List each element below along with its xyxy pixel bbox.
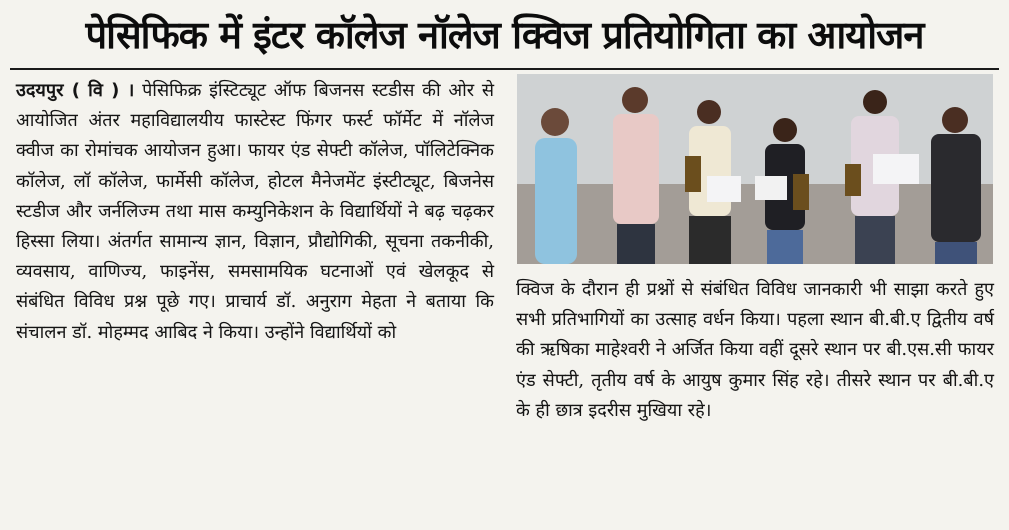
article-right-column <box>516 275 994 426</box>
left-body-text: पेसिफिक्र इंस्टिट्यूट ऑफ बिजनस स्टडीस की ओर से आयोजित अंतर महाविद्यालयीय फास्टेस्ट फिंगर फर्स्ट फॉर्मेट में नॉलेज क्वीज का रोमांचक आयोजन हुआ। फायर एंड सेफ्टी कॉलेज, पॉलिटेक्निक कॉलेज, लॉ कॉलेज, फार्मेसी कॉलेज, होटल मैनेजमेंट इंस्टीट्यूट, बिजनेस स्टडीज और जर्नलिज्म तथा मास कम्युनिकेशन के विद्यार्थियों ने बढ़ चढ़कर हिस्सा लिया। अंतर्गत सामान्य ज्ञान, विज्ञान, प्रौद्योगिकी, सूचना तकनीकी, व्यवसाय, वाणिज्य, फाइनेंस, समसामयिक घटनाओं एवं खेलकूद से संबंधित विविध प्रश्न पूछे गए। प्राचार्य डॉ. अनुराग मेहता ने बताया कि संचालन डॉ. मोहम्मद आबिद ने किया। उन्होंने विद्यार्थियों को <box>16 80 494 343</box>
article-left-column <box>16 76 494 348</box>
left-paragraph <box>16 76 494 348</box>
dateline: उदयपुर ( वि ) । <box>16 80 135 101</box>
headline-rule <box>10 68 999 70</box>
article-photo <box>517 74 993 264</box>
page-bottom-edge <box>0 516 1009 530</box>
group-photo-icon <box>517 74 993 264</box>
right-body-text: क्विज के दौरान ही प्रश्नों से संबंधित विविध जानकारी भी साझा करते हुए सभी प्रतिभागियों का उत्साह वर्धन किया। पहला स्थान बी.बी.ए द्वितीय वर्ष की ऋषिका माहेश्वरी ने अर्जित किया वहीं दूसरे स्थान पर बी.एस.सी फायर एंड सेफ्टी, तृतीय वर्ष के आयुष कुमार सिंह रहे। तीसरे स्थान पर बी.बी.ए के ही छात्र इदरीस मुखिया रहे। <box>516 279 994 421</box>
headline: पेसिफिक में इंटर कॉलेज नॉलेज क्विज प्रतियोगिता का आयोजन <box>85 13 924 57</box>
